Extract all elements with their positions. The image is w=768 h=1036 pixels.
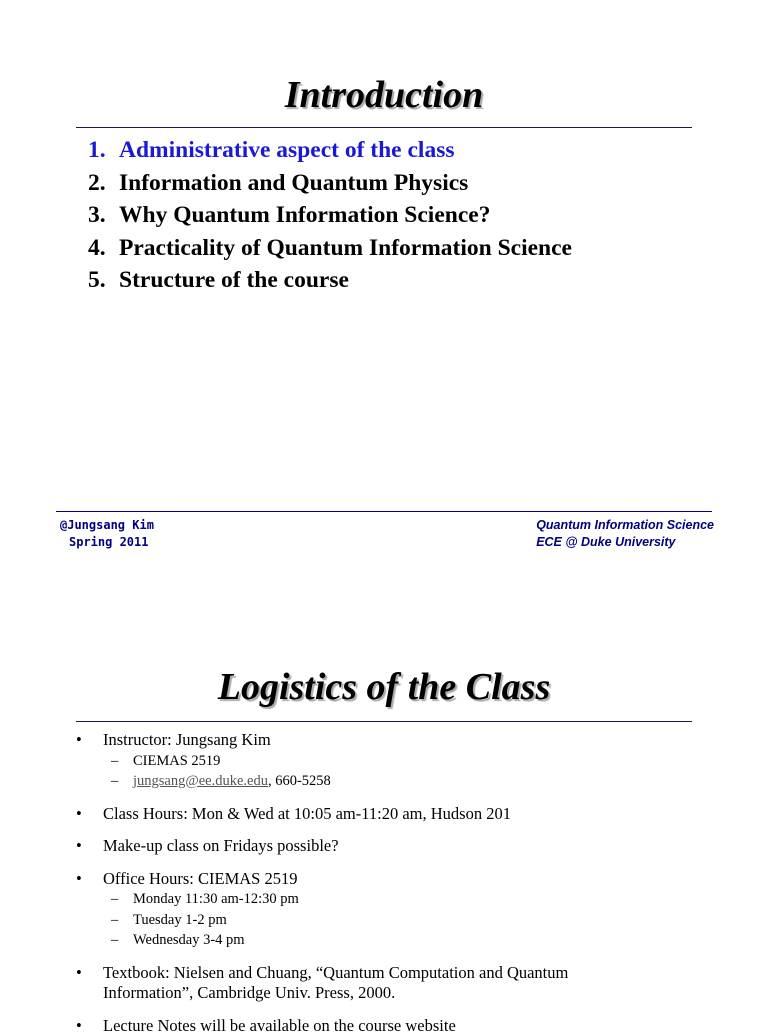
footer-course-block xyxy=(536,517,714,551)
sub-item: – Wednesday 3-4 pm xyxy=(76,930,696,951)
logistics-list xyxy=(76,730,696,1036)
instructor-email-link[interactable]: jungsang@ee.duke.edu xyxy=(133,773,268,789)
outline-item: 3. Why Quantum Information Science? xyxy=(88,199,572,232)
footer-author: @Jungsang Kim xyxy=(60,517,154,534)
sub-item: – Monday 11:30 am-12:30 pm xyxy=(76,889,696,910)
outline-item: 2. Information and Quantum Physics xyxy=(88,167,572,200)
outline-item: 1. Administrative aspect of the class xyxy=(88,134,572,167)
slide1-title-rule xyxy=(76,127,692,128)
bullet-instructor: • Instructor: Jungsang Kim xyxy=(76,730,696,751)
slide2-title: Logistics of the Class xyxy=(0,665,768,709)
bullet-textbook: • Textbook: Nielsen and Chuang, “Quantum Computation and Quantum Information”, Cambridge Univ. Press, 2000. xyxy=(76,963,696,1004)
bullet-class-hours: • Class Hours: Mon & Wed at 10:05 am-11:20 am, Hudson 201 xyxy=(76,804,696,825)
outline-list xyxy=(88,134,572,297)
footer-dept: ECE @ Duke University xyxy=(536,534,714,551)
bullet-office-hours: • Office Hours: CIEMAS 2519 xyxy=(76,869,696,890)
sub-item: – CIEMAS 2519 xyxy=(76,751,696,772)
footer-author-block xyxy=(60,517,154,551)
sub-item: – Tuesday 1-2 pm xyxy=(76,910,696,931)
footer-rule xyxy=(56,511,712,512)
outline-item: 5. Structure of the course xyxy=(88,264,572,297)
sub-item: – jungsang@ee.duke.edu, 660-5258 xyxy=(76,771,696,792)
slide1-title: Introduction xyxy=(0,73,768,117)
bullet-makeup: • Make-up class on Fridays possible? xyxy=(76,836,696,857)
slide2-title-rule xyxy=(76,721,692,722)
bullet-lecture-notes: • Lecture Notes will be available on the course website xyxy=(76,1016,696,1036)
outline-item: 4. Practicality of Quantum Information Science xyxy=(88,232,572,265)
footer-term: Spring 2011 xyxy=(60,534,154,551)
footer-course: Quantum Information Science xyxy=(536,517,714,534)
